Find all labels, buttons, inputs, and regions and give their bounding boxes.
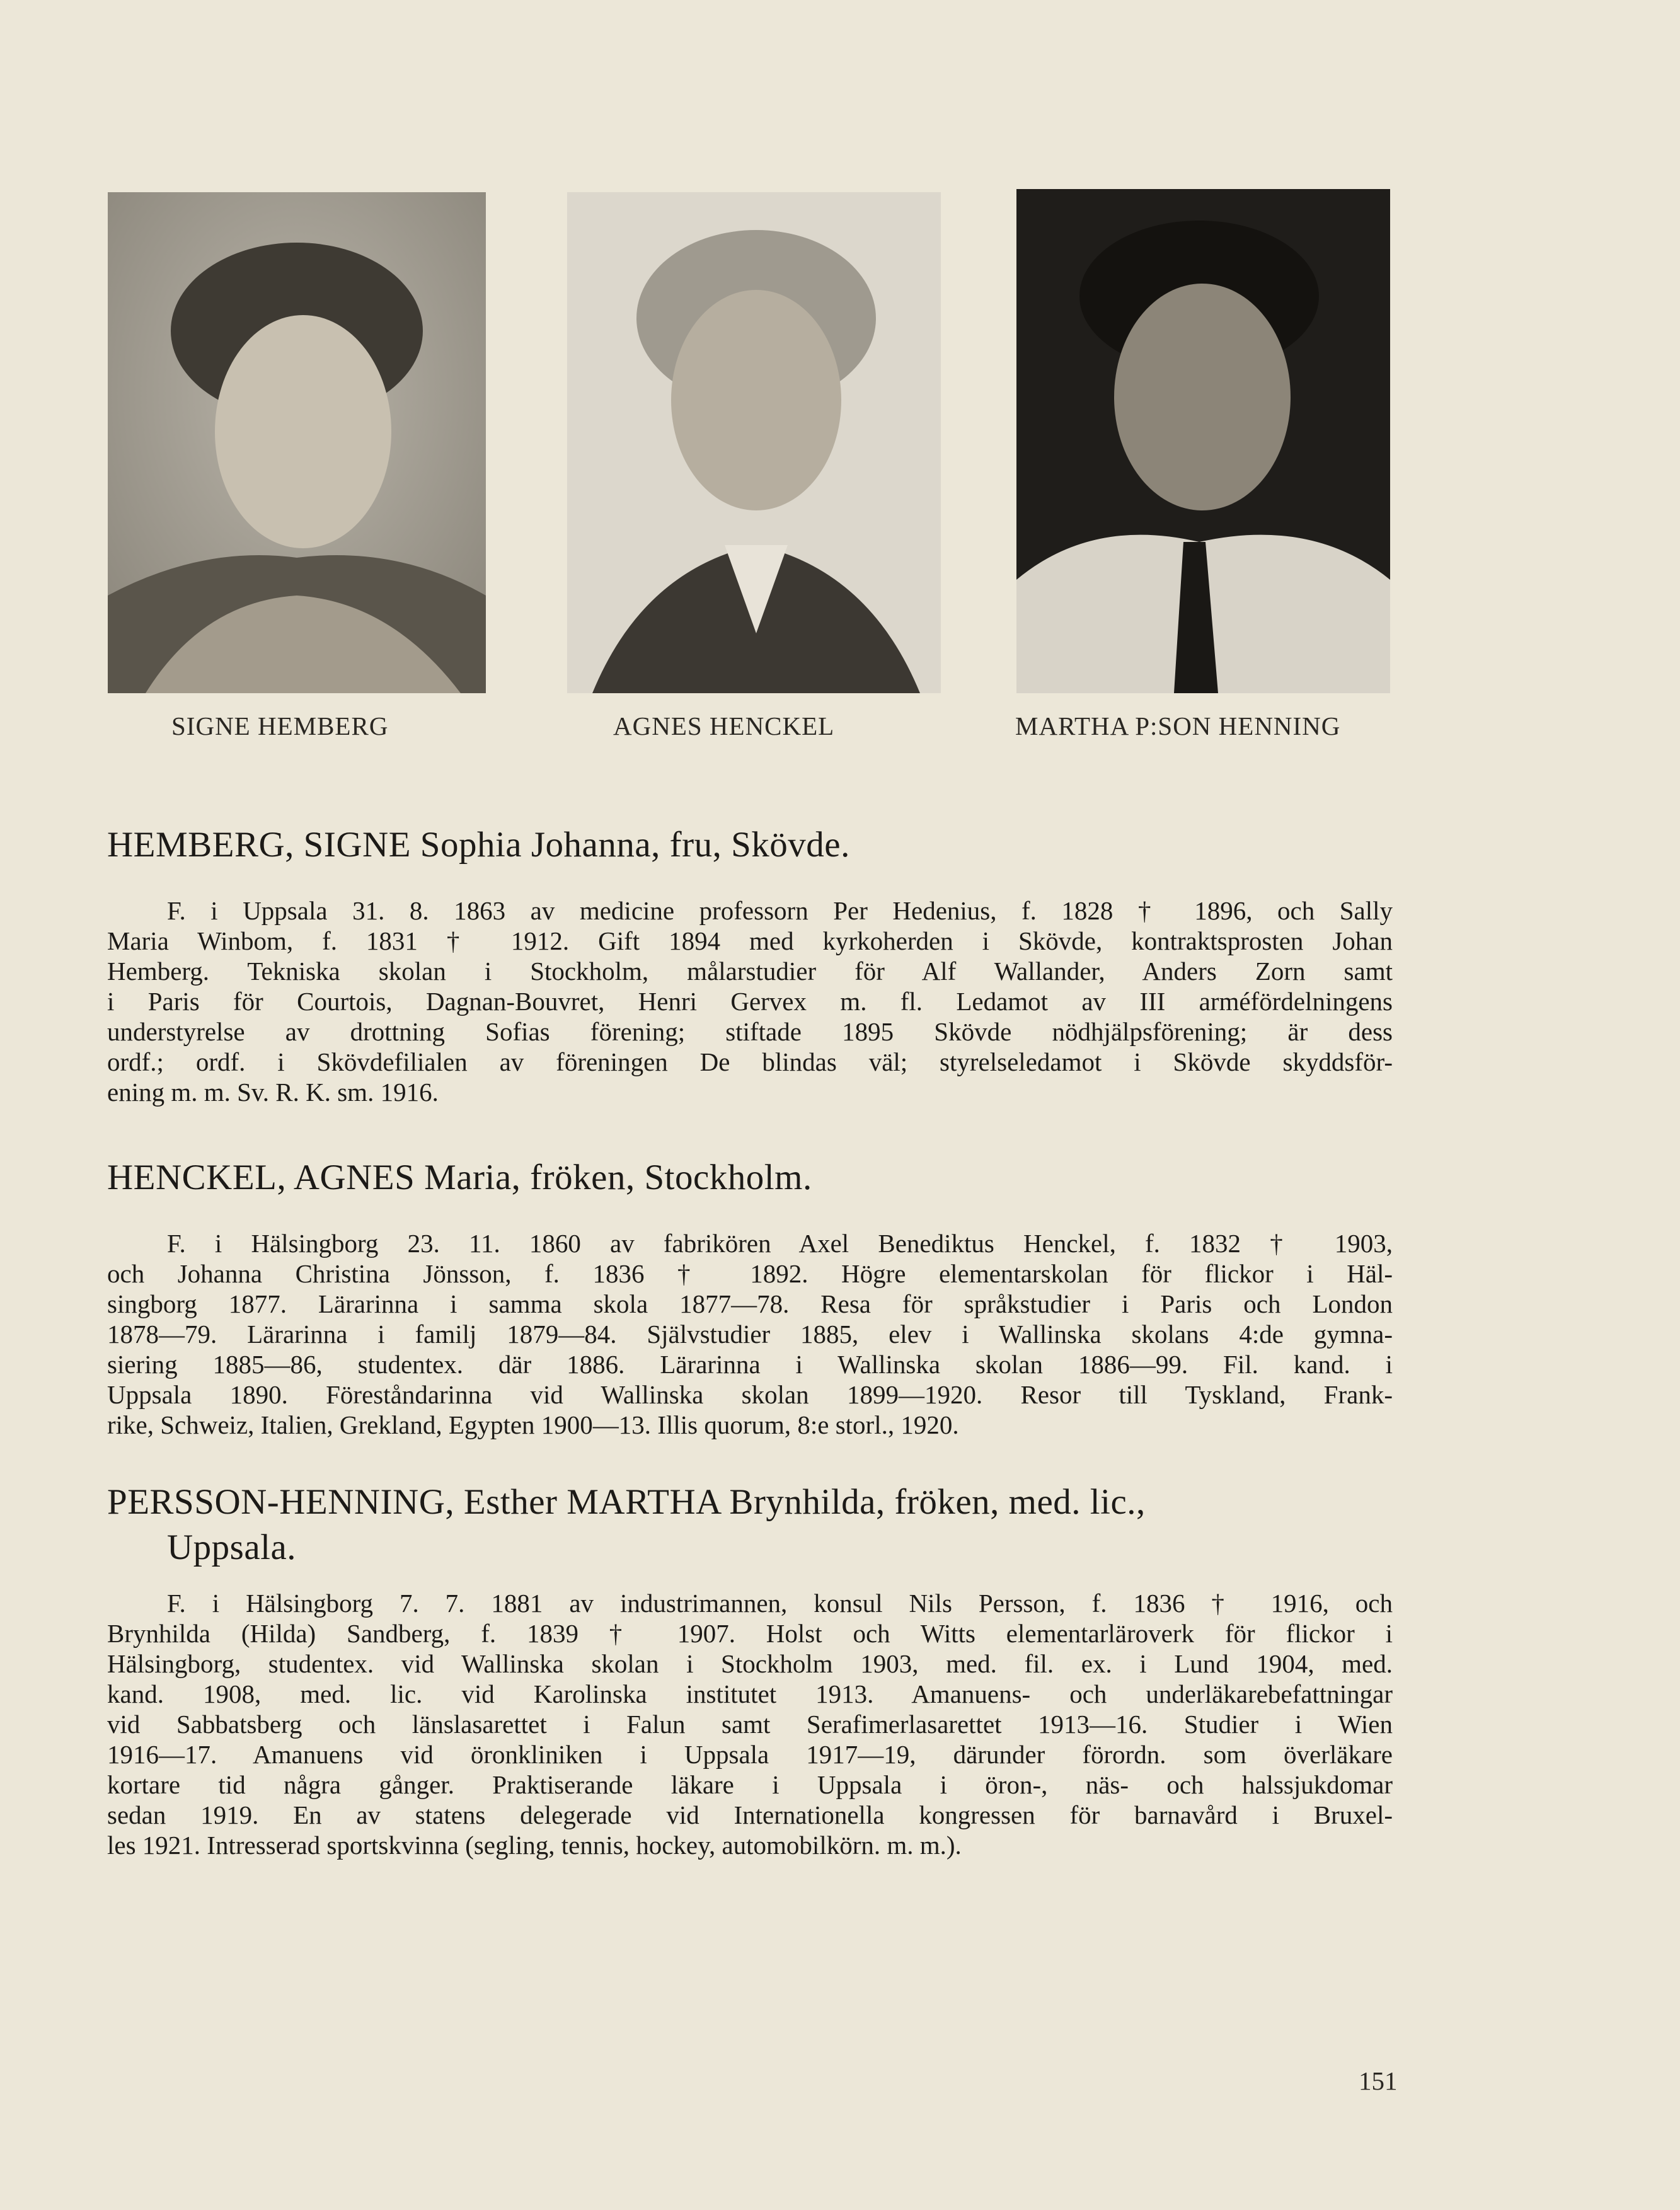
body-line: F. i Hälsingborg 23. 11. 1860 av fabrikören Axel Benediktus Henckel, f. 1832 † 1903, [167, 1229, 1393, 1258]
entry-heading: HEMBERG, SIGNE Sophia Johanna, fru, Skövde. [107, 825, 850, 865]
body-line: kortare tid några gånger. Praktiserande läkare i Uppsala i öron-, näs- och halssjukdomar [107, 1770, 1393, 1799]
portrait-signe-hemberg [108, 192, 486, 693]
biography-entry [107, 822, 1393, 1107]
biography-entry [107, 1480, 1393, 1860]
body-line: Uppsala 1890. Föreståndarinna vid Wallinska skolan 1899—1920. Resor till Tyskland, Frank- [107, 1380, 1393, 1409]
body-line: Maria Winbom, f. 1831 † 1912. Gift 1894 med kyrkoherden i Skövde, kontraktsprosten Johan [107, 926, 1393, 955]
body-line: 1878—79. Lärarinna i familj 1879—84. Självstudier 1885, elev i Wallinska skolans 4:de gymna- [107, 1320, 1393, 1349]
body-line: 1916—17. Amanuens vid öronkliniken i Uppsala 1917—19, därunder förordn. som överläkare [107, 1740, 1393, 1769]
body-line: Hemberg. Tekniska skolan i Stockholm, målarstudier för Alf Wallander, Anders Zorn samt [107, 957, 1393, 986]
body-line: vid Sabbatsberg och länslasarettet i Falun samt Serafimerlasarettet 1913—16. Studier i Wien [107, 1710, 1393, 1739]
entry-heading-line: Uppsala. [167, 1528, 297, 1567]
body-line: F. i Hälsingborg 7. 7. 1881 av industrimannen, konsul Nils Persson, f. 1836 † 1916, och [167, 1589, 1393, 1618]
body-line: understyrelse av drottning Sofias förening; stiftade 1895 Skövde nödhjälpsförening; är dess [107, 1017, 1393, 1046]
body-line: Hälsingborg, studentex. vid Wallinska skolan i Stockholm 1903, med. fil. ex. i Lund 1904, med. [107, 1649, 1393, 1678]
entry-heading-line: PERSSON-HENNING, Esther MARTHA Brynhilda, fröken, med. lic., [107, 1482, 1146, 1522]
body-line: rike, Schweiz, Italien, Grekland, Egypten 1900—13. Illis quorum, 8:e storl., 1920. [107, 1410, 959, 1439]
body-line: Brynhilda (Hilda) Sandberg, f. 1839 † 1907. Holst och Witts elementarläroverk för flickor i [107, 1619, 1393, 1648]
entry-body [107, 895, 1393, 1107]
entry-body [107, 1588, 1393, 1860]
body-line: sedan 1919. En av statens delegerade vid Internationella kongressen för barnavård i Bruxel- [107, 1800, 1393, 1829]
photo-caption: SIGNE HEMBERG [171, 711, 389, 740]
body-line: ening m. m. Sv. R. K. sm. 1916. [107, 1078, 439, 1107]
body-line: les 1921. Intresserad sportskvinna (segling, tennis, hockey, automobilkörn. m. m.). [107, 1831, 962, 1860]
portrait-agnes-henckel [567, 192, 941, 693]
body-line: siering 1885—86, studentex. där 1886. Lärarinna i Wallinska skolan 1886—99. Fil. kand. i [107, 1350, 1393, 1379]
entry-body [107, 1228, 1393, 1440]
body-line: F. i Uppsala 31. 8. 1863 av medicine professorn Per Hedenius, f. 1828 † 1896, och Sally [167, 896, 1393, 925]
body-line: och Johanna Christina Jönsson, f. 1836 † 1892. Högre elementarskolan för flickor i Häl- [107, 1259, 1393, 1288]
body-line: i Paris för Courtois, Dagnan-Bouvret, Henri Gervex m. fl. Ledamot av III arméfördelningens [107, 987, 1393, 1016]
portrait-martha-henning [1016, 189, 1390, 693]
entry-heading: HENCKEL, AGNES Maria, fröken, Stockholm. [107, 1158, 812, 1197]
body-line: singborg 1877. Lärarinna i samma skola 1877—78. Resa för språkstudier i Paris och London [107, 1289, 1393, 1318]
photo-caption: MARTHA P:SON HENNING [1015, 711, 1341, 740]
photo-caption: AGNES HENCKEL [613, 711, 835, 740]
entry-heading [107, 1480, 1393, 1570]
page-number: 151 [1359, 2066, 1398, 2095]
body-line: ordf.; ordf. i Skövdefilialen av föreningen De blindas väl; styrelseledamot i Skövde skyddsför- [107, 1047, 1393, 1076]
body-line: kand. 1908, med. lic. vid Karolinska institutet 1913. Amanuens- och underläkarebefattningar [107, 1679, 1393, 1708]
biography-entry [107, 1155, 1393, 1440]
